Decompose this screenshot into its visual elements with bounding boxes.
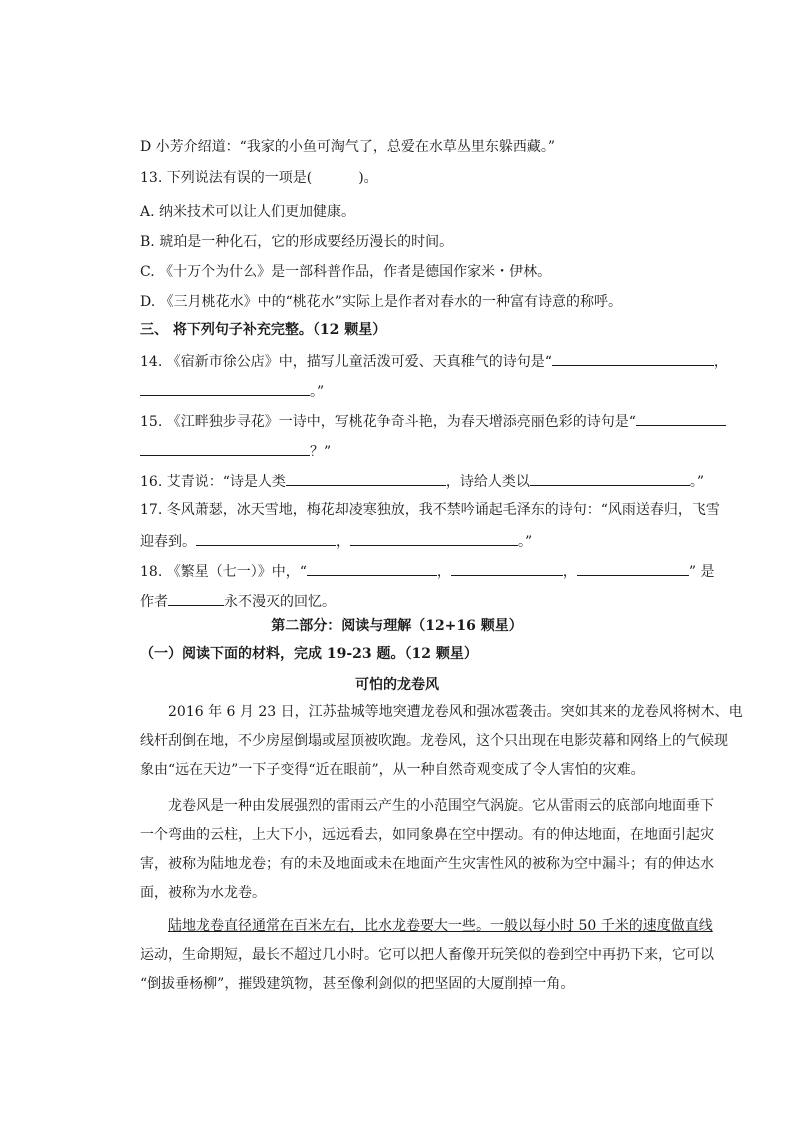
q17-line2-start: 迎春到。 <box>140 534 196 550</box>
q17-line2 <box>140 530 532 552</box>
article-paragraph-2 <box>140 792 750 908</box>
q17-comma: ， <box>336 534 350 550</box>
p2-line-2: 一个弯曲的云柱，上大下小，远远看去，如同象鼻在空中摆动。有的伸达地面，在地面引起灾 <box>140 827 714 843</box>
p3-line-2: 运动，生命期短，最长不超过几小时。它可以把人畜像开玩笑似的卷到空中再扔下来，它可以 <box>140 947 714 963</box>
q18-blank-3[interactable] <box>577 560 689 576</box>
q18-end: ” 是 <box>688 564 715 580</box>
q18-blank-1[interactable] <box>307 560 437 576</box>
article-paragraph-1 <box>140 698 750 785</box>
q17-line1: 17. 冬风萧瑟，冰天雪地，梅花却凌寒独放，我不禁吟诵起毛泽东的诗句：“风雨送春归，飞雪 <box>140 502 720 518</box>
q18-comma-1: ， <box>436 564 451 580</box>
p3-underlined-2: 一般以每小时 50 千米的速度做直线 <box>490 918 713 934</box>
p2-line-4: 面，被称为水龙卷。 <box>140 885 266 901</box>
q13-option-b: B. 琥珀是一种化石，它的形成要经历漫长的时间。 <box>140 234 454 250</box>
q16-end: 。” <box>689 474 705 490</box>
q17-end: 。” <box>518 534 533 550</box>
section3-heading: 三、 将下列句子补充完整。（12 颗星） <box>140 322 387 338</box>
q18-line2-start: 作者 <box>140 594 168 610</box>
q18-blank-4[interactable] <box>168 590 224 606</box>
article-title: 可怕的龙卷风 <box>355 677 439 693</box>
p1-line-1: 2016 年 6 月 23 日，江苏盐城等地突遭龙卷风和强冰雹袭击。突如其来的龙卷风将树木、电 <box>168 704 743 720</box>
q16-text-2: ，诗给人类以 <box>445 474 530 490</box>
p1-line-2: 线杆刮倒在地，不少房屋倒塌或屋顶被吹跑。龙卷风，这个只出现在电影荧幕和网络上的气候现 <box>140 733 728 749</box>
p3-line-1 <box>140 912 750 941</box>
q17-blank-1[interactable] <box>196 530 336 546</box>
q18-line1 <box>140 560 714 582</box>
q18-line2-end: 永不漫灭的回忆。 <box>224 594 336 610</box>
q14-blank-2[interactable] <box>140 380 310 396</box>
q14-line2 <box>140 380 324 402</box>
q15-text: 15. 《江畔独步寻花》一诗中，写桃花争奇斗艳，为春天增添亮丽色彩的诗句是“ <box>140 414 636 430</box>
q18-text: 18. 《繁星（七一）》中，“ <box>140 564 307 580</box>
q15-line1 <box>140 410 726 432</box>
q14-end: 。” <box>310 384 325 400</box>
q15-end: ？” <box>310 444 332 460</box>
q13-option-d: D. 《三月桃花水》中的“桃花水”实际上是作者对春水的一种富有诗意的称呼。 <box>140 294 622 310</box>
q14-text: 14. 《宿新市徐公店》中，描写儿童活泼可爱、天真稚气的诗句是“ <box>140 354 552 370</box>
q13-option-c: C. 《十万个为什么》是一部科普作品，作者是德国作家米・伊林。 <box>140 264 552 280</box>
q16-blank-1[interactable] <box>286 470 446 486</box>
q16-blank-2[interactable] <box>530 470 690 486</box>
q18-comma-2: ， <box>562 564 577 580</box>
q16-text-1: 16. 艾青说：“诗是人类 <box>140 474 286 490</box>
q18-blank-2[interactable] <box>451 560 563 576</box>
q13-stem-text: 13. 下列说法有误的一项是( <box>140 170 313 186</box>
p2-line-3: 害，被称为陆地龙卷；有的未及地面或未在地面产生灾害性风的被称为空中漏斗；有的伸达水 <box>140 856 714 872</box>
part2-sub-heading: （一）阅读下面的材料，完成 19-23 题。（12 颗星） <box>140 646 478 662</box>
article-paragraph-3 <box>140 912 750 999</box>
q18-line2 <box>140 590 336 612</box>
part2-heading: 第二部分：阅读与理解（12+16 颗星） <box>271 618 523 634</box>
q14-blank-1[interactable] <box>552 350 714 366</box>
p2-line-1: 龙卷风是一种由发展强烈的雷雨云产生的小范围空气涡旋。它从雷雨云的底部向地面垂下 <box>168 798 714 814</box>
q15-blank-2[interactable] <box>140 440 310 456</box>
q16-line <box>140 470 704 492</box>
q12-option-d: D 小芳介绍道：“我家的小鱼可淘气了，总爱在水草丛里东躲西藏。” <box>140 139 555 155</box>
q13-stem <box>140 168 378 188</box>
q15-line2 <box>140 440 331 462</box>
p3-line-3: “倒拔垂杨柳”，摧毁建筑物，甚至像利剑似的把坚固的大厦削掉一角。 <box>140 976 575 992</box>
p1-line-3: 象由“远在天边”一下子变得“近在眼前”，从一种自然奇观变成了令人害怕的灾难。 <box>140 762 645 778</box>
p3-underlined-1: 陆地龙卷直径通常在百米左右，比水龙卷要大一些。 <box>168 918 490 934</box>
q14-comma: ， <box>713 354 728 370</box>
q15-blank-1[interactable] <box>636 410 726 426</box>
q14-line1 <box>140 350 728 372</box>
q17-blank-2[interactable] <box>350 530 518 546</box>
q13-option-a: A. 纳米技术可以让人们更加健康。 <box>140 204 356 220</box>
q13-stem-end: )。 <box>358 170 378 186</box>
